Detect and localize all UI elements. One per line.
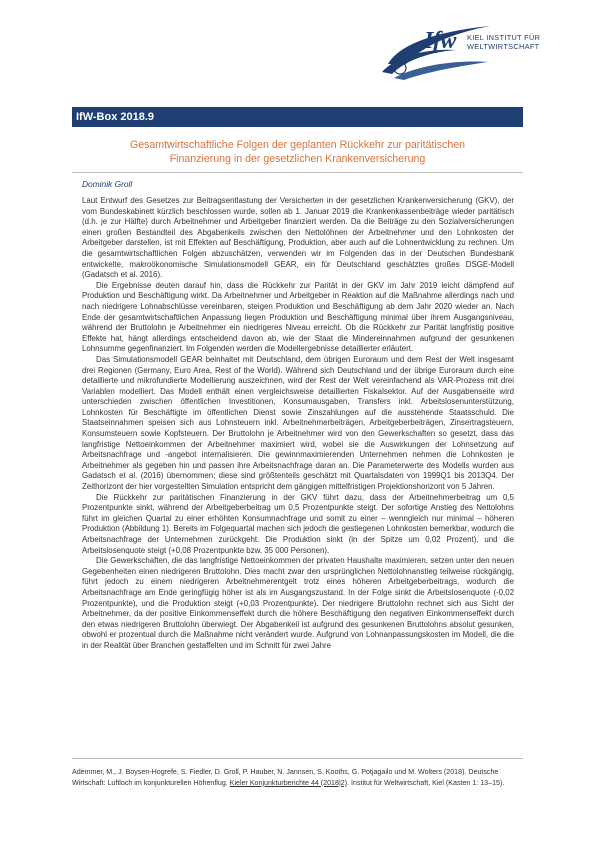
title-line-2: Finanzierung in der gesetzlichen Krankenversicherung: [169, 152, 426, 165]
paragraph: Die Ergebnisse deuten darauf hin, dass die Rückkehr zur Parität in der GKV im Jahr 2019 leicht dämpfend auf Produktion und Beschäftigung wirkt. Da Arbeitnehmer und Arbeitgeber in Reaktion auf die Maßnahme allerdings nach und nach niedrigere Lohnabschlüsse vereinbaren, steigen Produktion und Beschäftigung ab dem Jahr 2020 wieder an. Nach Ende der gesamtwirtschaftlichen Anpassung liegen Produktion und Beschäftigung minimal über ihrem Ausgangsniveau, während der Bruttolohn je Arbeitnehmer ein niedrigeres Niveau erreicht. Ob die Rückkehr zur Parität langfristig positive Effekte hat, hängt allerdings entscheidend davon ab, wie der Staat die Mindereinnahmen aufgrund der gesunkenen Lohnsumme gegenfinanziert. Im Folgenden werden die Modellergebnisse detaillierter erläutert.: [82, 280, 514, 354]
footnote-link[interactable]: Kieler Konjunkturberichte 44 (2018|2): [229, 778, 348, 787]
logo-line-1: KIEL INSTITUT FÜR: [467, 33, 541, 42]
footnote-text: Ademmer, M., J. Boysen-Hogrefe, S. Fiedler, D. Groll, P. Hauber, N. Jannsen, S. Kooths, G. Potjagailo und M. Wolters (2018). Deutsche Wirtschaft: Luftloch im konjunkturellen Höhenflug.: [72, 768, 499, 787]
paragraph: Die Rückkehr zur paritätischen Finanzierung in der GKV führt dazu, dass der Arbeitnehmerbeitrag um 0,5 Prozentpunkte sinkt, während der Arbeitgeberbeitrag um 0,5 Prozentpunkte steigt. Der sofortige Anstieg des Nettolohns führt im gleichen Quartal zu einer erhöhten Konsumnachfrage und somit zu einer – wenngleich nur minimal – höheren Produktion (Abbildung 1). Bereits im Folgequartal machen sich jedoch die gestiegenen Lohnkosten bemerkbar, wodurch die Arbeitsnachfrage der Unternehmen zurückgeht. Die Produktion sinkt (in der Spitze um 0,02 Prozent), und die Arbeitslosenquote steigt (+0,08 Prozentpunkte bzw. 35 000 Personen).: [82, 492, 514, 555]
body-text: [82, 196, 514, 652]
divider: [72, 172, 523, 173]
logo-wordmark: Ifw: [424, 28, 456, 54]
ifw-logo: [380, 20, 580, 80]
logo-line-2: WELTWIRTSCHAFT: [467, 42, 540, 51]
author: Dominik Groll: [82, 179, 133, 189]
divider: [72, 758, 523, 759]
title-line-1: Gesamtwirtschaftliche Folgen der geplanten Rückkehr zur paritätischen: [129, 139, 466, 151]
paragraph: Das Simulationsmodell GEAR beinhaltet mit Deutschland, dem übrigen Euroraum und dem Rest der Welt insgesamt drei Regionen (Germany, Euro Area, Rest of the World). Während sich Deutschland und der übrige Euroraum durch eine detaillierte und mikrofundierte Modellierung auszeichnen, wird der Rest der Welt vereinfachend als VAR-Prozess mit drei Variablen modelliert. Das Modell enthält einen vergleichsweise detaillierten Fiskalsektor. Auf der Ausgabenseite wird unterschieden zwischen öffentlichen Investitionen, Konsumausgaben, Transfers inkl. Arbeitslosenunterstützung, Lohnkosten für Beschäftigte im öffentlichen Dienst sowie Zinszahlungen auf die ausstehende Staatsschuld. Die Staatseinnahmen speisen sich aus Lohnsteuern inkl. Arbeitnehmerbeiträgen, Arbeitgeberbeiträgen, Zinsertragsteuern, Konsumsteuern sowie Kopfsteuern. Der Bruttolohn je Arbeitnehmer wird von den Gewerkschaften so gesetzt, dass das langfristige Nettoeinkommen der Arbeitnehmer maximiert wird, wobei sie die Auswirkungen der Lohnsetzung auf Arbeitsnachfrage und -angebot internalisieren. Die gewinnmaximierenden Unternehmen nehmen die Lohnkosten je Arbeitnehmer als gegeben hin und passen ihre Arbeitsnachfrage daran an. Die Parameterwerte des Modells wurden aus Gadatsch et al. (2016) übernommen; diese sind größtenteils geschätzt mit Quartalsdaten von 1999Q1 bis 2013Q4. Der Zeithorizont der hier vorgestellten Simulation entspricht dem gängigen mittelfristigen Projektionshorizont von 5 Jahren.: [82, 354, 514, 492]
paragraph: Laut Entwurf des Gesetzes zur Beitragsentlastung der Versicherten in der gesetzlichen Krankenversicherung (GKV), der vom Bundeskabinett kürzlich beschlossen wurde, sollen ab 1. Januar 2019 die Krankenkassenbeiträge wieder paritätisch (d.h. je zur Hälfte) durch Arbeitnehmer und Arbeitgeber finanziert werden. Da die Beiträge zu den Sozialversicherungen einen großen Bestandteil des Abgabenkeils zwischen den Nettolöhnen der Arbeitnehmer und den Lohnkosten der Arbeitgeber darstellen, ist mit Effekten auf Beschäftigung, Produktion, aber auch auf die Lohnentwicklung zu rechnen. Um die gesamtwirtschaftlichen Folgen abzuschätzen, verwenden wir im Folgenden das in der Deutschen Bundesbank entwickelte, makroökonomische Simulationsmodell GEAR, ein für Deutschland geschätztes großes DSGE-Modell (Gadatsch et al. 2016).: [82, 196, 514, 280]
box-label: IfW-Box 2018.9: [72, 107, 523, 127]
footnote: [72, 767, 523, 788]
footnote-tail: . Institut für Weltwirtschaft, Kiel (Kasten 1: 13–15).: [347, 778, 505, 787]
box-title: [72, 139, 523, 166]
paragraph: Die Gewerkschaften, die das langfristige Nettoeinkommen der privaten Haushalte maximieren, setzen unter den neuen Gegebenheiten einen niedrigeren Bruttolohn. Dies macht zwar den ursprünglichen Nettolohnanstieg teilweise rückgängig, führt jedoch zu einem niedrigeren Arbeitnehmerentgelt trotz eines höheren Arbeitgeberbeitrags, wodurch die Arbeitsnachfrage am Ende geringfügig höher ist als im Ausgangszustand. In der Folge sinkt die Arbeitslosenquote (-0,02 Prozentpunkte), und die Produktion steigt (+0,03 Prozentpunkte). Der niedrigere Bruttolohn rechnet sich aus Sicht der Arbeitnehmer, da der positive Einkommenseffekt durch die höhere Beschäftigung den negativen Einkommenseffekt durch den etwas niedrigeren Bruttolohn überwiegt. Der Abgabenkeil ist aufgrund des gesunkenen Bruttolohns absolut gesunken, obwohl er prozentual durch die Maßnahme nicht verändert wurde. Aufgrund von Lohnanpassungskosten im Modell, die die in der Realität über Branchen gestaffelten und im Schnitt für zwei Jahre: [82, 556, 514, 650]
